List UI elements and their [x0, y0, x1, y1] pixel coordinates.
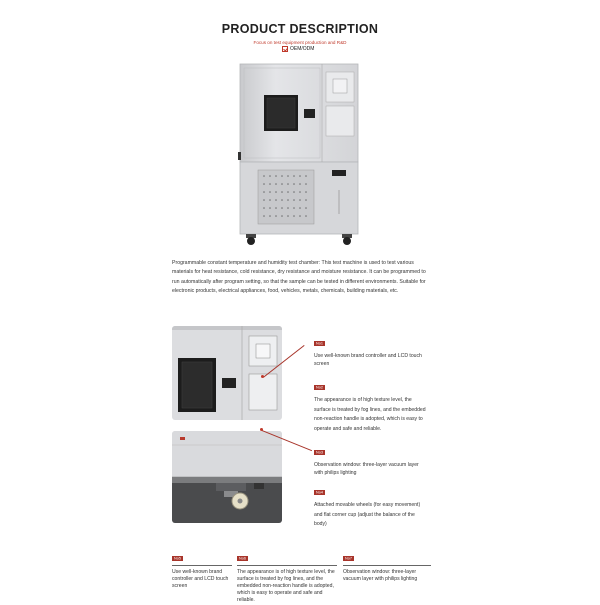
- door-handle: [222, 378, 236, 388]
- wheel-icon: [247, 237, 255, 245]
- detail-image-door: [172, 326, 282, 420]
- caption-item: [237, 546, 339, 605]
- feature-note: [314, 440, 426, 477]
- feature-badge: No3: [316, 450, 323, 454]
- caption-text: The appearance is of high texture level, the surface is treated by fog lines, and the embedded non-reaction handle is adopted, which is easy to operate and safe and reliable.: [237, 568, 335, 604]
- detail-image-wheels: [172, 431, 282, 523]
- product-image: [236, 62, 362, 248]
- product-description: Programmable constant temperature and humidity test chamber: This test machine is used to test various materials for heat resistance, cold resistance, dry resistance and moisture resistance. It can be programmed to run automatically after program setting, so that the sample can be tested in different environments. Suitable for electronic products, electrical appliances, food, vehicles, metals, chemicals, building materials, etc.: [172, 260, 426, 294]
- feature-note: [314, 375, 426, 434]
- checkbox-icon: [282, 46, 288, 52]
- caption-item: [172, 546, 234, 590]
- caption-item: [343, 546, 433, 583]
- door-handle: [304, 109, 315, 118]
- feature-badge: No2: [316, 385, 323, 389]
- page-title: PRODUCT DESCRIPTION: [221, 22, 379, 36]
- wheel-icon: [343, 237, 351, 245]
- caption-badge: No5: [174, 556, 181, 560]
- feature-text: The appearance is of high texture level, the surface is treated by fog lines, and the embedded non-reaction handle is adopted, which is easy to operate and safe and reliable.: [314, 397, 426, 432]
- marker-dot: [260, 428, 263, 431]
- caption-badge: No7: [345, 556, 352, 560]
- feature-note: [314, 480, 426, 530]
- feature-text: Use well-known brand controller and LCD touch screen: [314, 353, 422, 367]
- feature-badge: No1: [316, 341, 323, 345]
- divider: [343, 565, 431, 566]
- divider: [237, 565, 337, 566]
- feature-text: Observation window: three-layer vacuum layer with philips lighting: [314, 462, 419, 476]
- divider: [172, 565, 232, 566]
- caption-text: Use well-known brand controller and LCD touch screen: [172, 568, 229, 589]
- page-subtitle: Focus on test equipment production and R&D: [253, 40, 347, 45]
- feature-note: [314, 331, 426, 368]
- caption-badge: No6: [239, 556, 246, 560]
- feature-badge: No4: [316, 490, 323, 494]
- oem-label: OEM/ODM: [290, 46, 315, 52]
- marker-dot: [261, 375, 264, 378]
- oem-tag: [282, 46, 314, 52]
- feature-text: Attached movable wheels (for easy movement) and flat corner cup (adjust the balance of the body): [314, 502, 421, 528]
- power-switch: [332, 170, 346, 176]
- caption-text: Observation window: three-layer vacuum layer with philips lighting: [343, 568, 418, 582]
